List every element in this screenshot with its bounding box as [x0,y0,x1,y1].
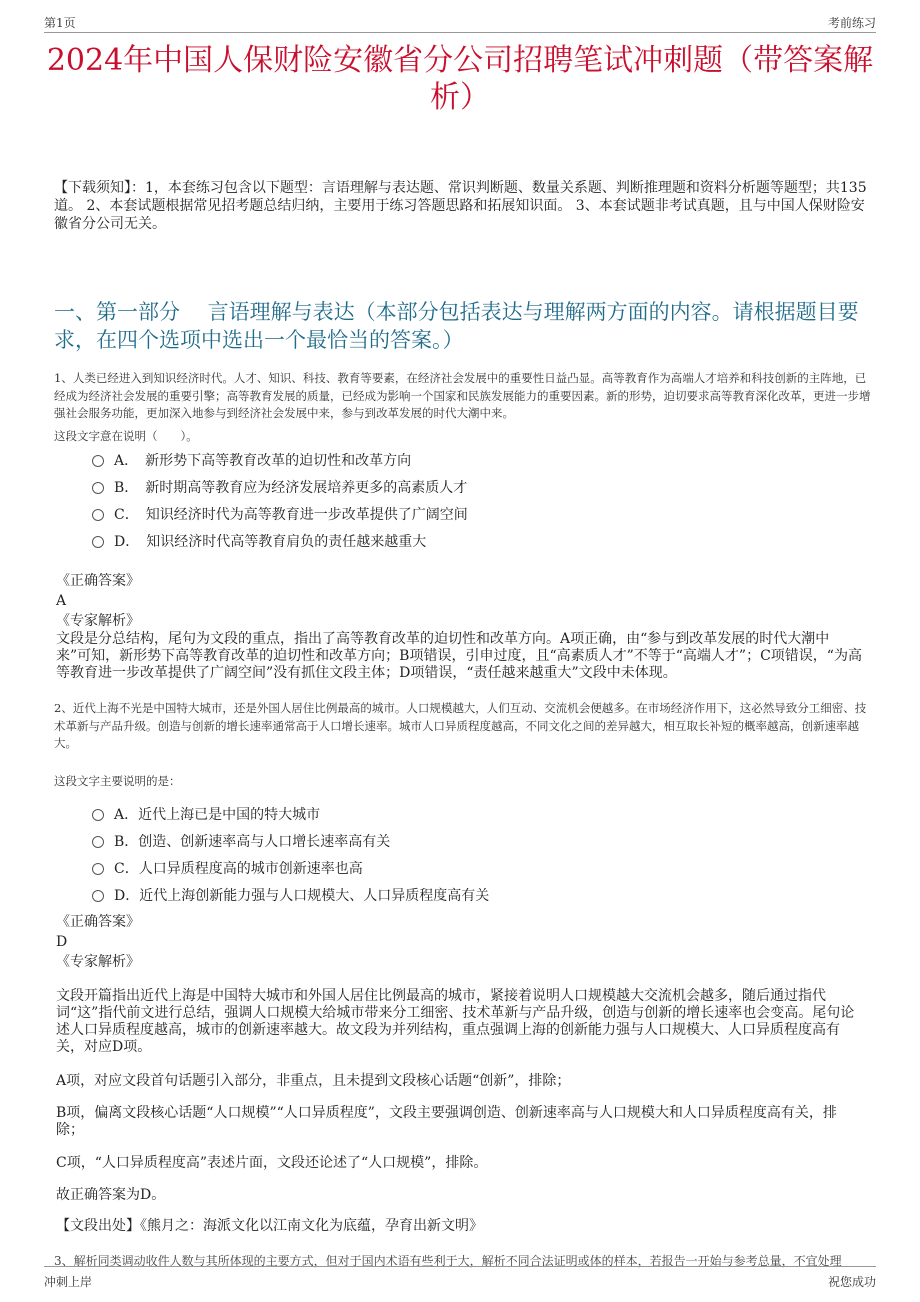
footer-right: 祝您成功 [827,1275,876,1289]
question-1-answer-label: 《正确答案》 [56,573,140,589]
document-title: 2024年中国人保财险安徽省分公司招聘笔试冲刺题（带答案解析） [46,43,874,115]
question-2-conclusion: 故正确答案为D。 [56,1187,166,1203]
radio-icon[interactable] [92,890,104,902]
radio-icon[interactable] [92,536,104,548]
question-2-analysis: 文段开篇指出近代上海是中国特大城市和外国人居住比例最高的城市，紧接着说明人口规模越大交流机会越多，随后通过指代词“这”指代前文进行总结，强调人口规模大给城市带来分工细密、技术革新与产品升级，创造与创新的增长速率也会变高。尾句论述人口异质程度越高，城市的创新速率越大。故文段为并列结构，重点强调上海的创新能力强与人口规模大、人口异质程度高有关，对应D项。 [56,988,855,1055]
radio-icon[interactable] [92,455,104,467]
question-2-analysis-label: 《专家解析》 [56,954,140,970]
radio-icon[interactable] [92,509,104,521]
question-1-ask: 这段文字意在说明（ ）。 [54,429,198,443]
question-2-point-b: B项，偏离文段核心话题“人口规模”“人口异质程度”，文段主要强调创造、创新速率高与人口规模大和人口异质程度高有关，排除； [56,1105,837,1138]
section-title: 一、第一部分 言语理解与表达（本部分包括表达与理解两方面的内容。请根据题目要求，在四个选项中选出一个最恰当的答案。） [54,300,859,352]
question-1-answer: A [56,593,67,609]
question-1-analysis-label: 《专家解析》 [56,613,140,629]
question-1-option-c[interactable]: C． 知识经济时代为高等教育进一步改革提供了广阔空间 [92,506,468,524]
question-1-option-b[interactable]: B． 新时期高等教育应为经济发展培养更多的高素质人才 [92,479,467,497]
radio-icon[interactable] [92,863,104,875]
question-2-option-a[interactable]: A．近代上海已是中国的特大城市 [92,806,320,824]
question-1-stem: 1、人类已经进入到知识经济时代。人才、知识、科技、教育等要素，在经济社会发展中的重要性日益凸显。高等教育作为高端人才培养和科技创新的主阵地，已经成为经济社会发展的重要引擎；高等教育发展的质量，已经成为影响一个国家和民族发展能力的重要因素。新的形势，迫切要求高等教育深化改革，更进一步增强社会服务功能，更加深入地参与到经济社会发展中来，参与到改革发展的时代大潮中来。 [54,371,871,420]
question-3-stem-cut: 3、解析同类调动收件人数与其所体现的主要方式，但对于国内术语有些利于大，解析不同合法证明或体的样本，若报告一开始与参考总量，不宜处理 [54,1254,842,1268]
radio-icon[interactable] [92,836,104,848]
question-2-point-a: A项，对应文段首句话题引入部分，非重点，且未提到文段核心话题“创新”，排除； [56,1073,571,1089]
radio-icon[interactable] [92,809,104,821]
question-2-source: 【文段出处】《熊月之：海派文化以江南文化为底蕴，孕育出新文明》 [56,1218,483,1234]
question-2-point-c: C项，“人口异质程度高”表述片面，文段还论述了“人口规模”，排除。 [56,1155,488,1171]
download-notice: 【下载须知】：1，本套练习包含以下题型：言语理解与表达题、常识判断题、数量关系题、判断推理题和资料分析题等题型；共135道。 2、本套试题根据常见招考题总结归纳，主要用于练习答题思路和拓展知识面。 3、本套试题非考试真题，且与中国人保财险安徽省分公司无关。 [54,180,867,232]
question-2-stem: 2、近代上海不光是中国特大城市，还是外国人居住比例最高的城市。人口规模越大，人们互动、交流机会便越多。在市场经济作用下，这必然导致分工细密、技术革新与产品升级。创造与创新的增长速率通常高于人口增长速率。城市人口异质程度越高，不同文化之间的差异越大，相互取长补短的概率越高，创新速率越大。 [54,701,867,750]
header-tag: 考前练习 [827,16,876,30]
question-2-option-c[interactable]: C．人口异质程度高的城市创新速率也高 [92,860,363,878]
question-2-answer: D [56,934,68,950]
page-header [44,10,876,33]
radio-icon[interactable] [92,482,104,494]
footer-left: 冲刺上岸 [44,1275,93,1289]
question-1-option-d[interactable]: D． 知识经济时代高等教育肩负的责任越来越重大 [92,533,426,551]
page-number: 第1页 [44,16,76,30]
page-footer [44,1266,876,1291]
question-2-answer-label: 《正确答案》 [56,914,140,930]
question-2-option-b[interactable]: B．创造、创新速率高与人口增长速率高有关 [92,833,390,851]
question-1-option-a[interactable]: A． 新形势下高等教育改革的迫切性和改革方向 [92,452,411,470]
question-2-option-d[interactable]: D．近代上海创新能力强与人口规模大、人口异质程度高有关 [92,887,489,905]
question-1-analysis: 文段是分总结构，尾句为文段的重点，指出了高等教育改革的迫切性和改革方向。A项正确，由“参与到改革发展的时代大潮中来”可知，新形势下高等教育改革的迫切性和改革方向；B项错误，引申过度，且“高素质人才”不等于“高端人才”；C项错误，“为高等教育进一步改革提供了广阔空间”没有抓住文段主体；D项错误，“责任越来越重大”文段中未体现。 [56,631,862,681]
question-2-ask: 这段文字主要说明的是： [54,774,181,788]
